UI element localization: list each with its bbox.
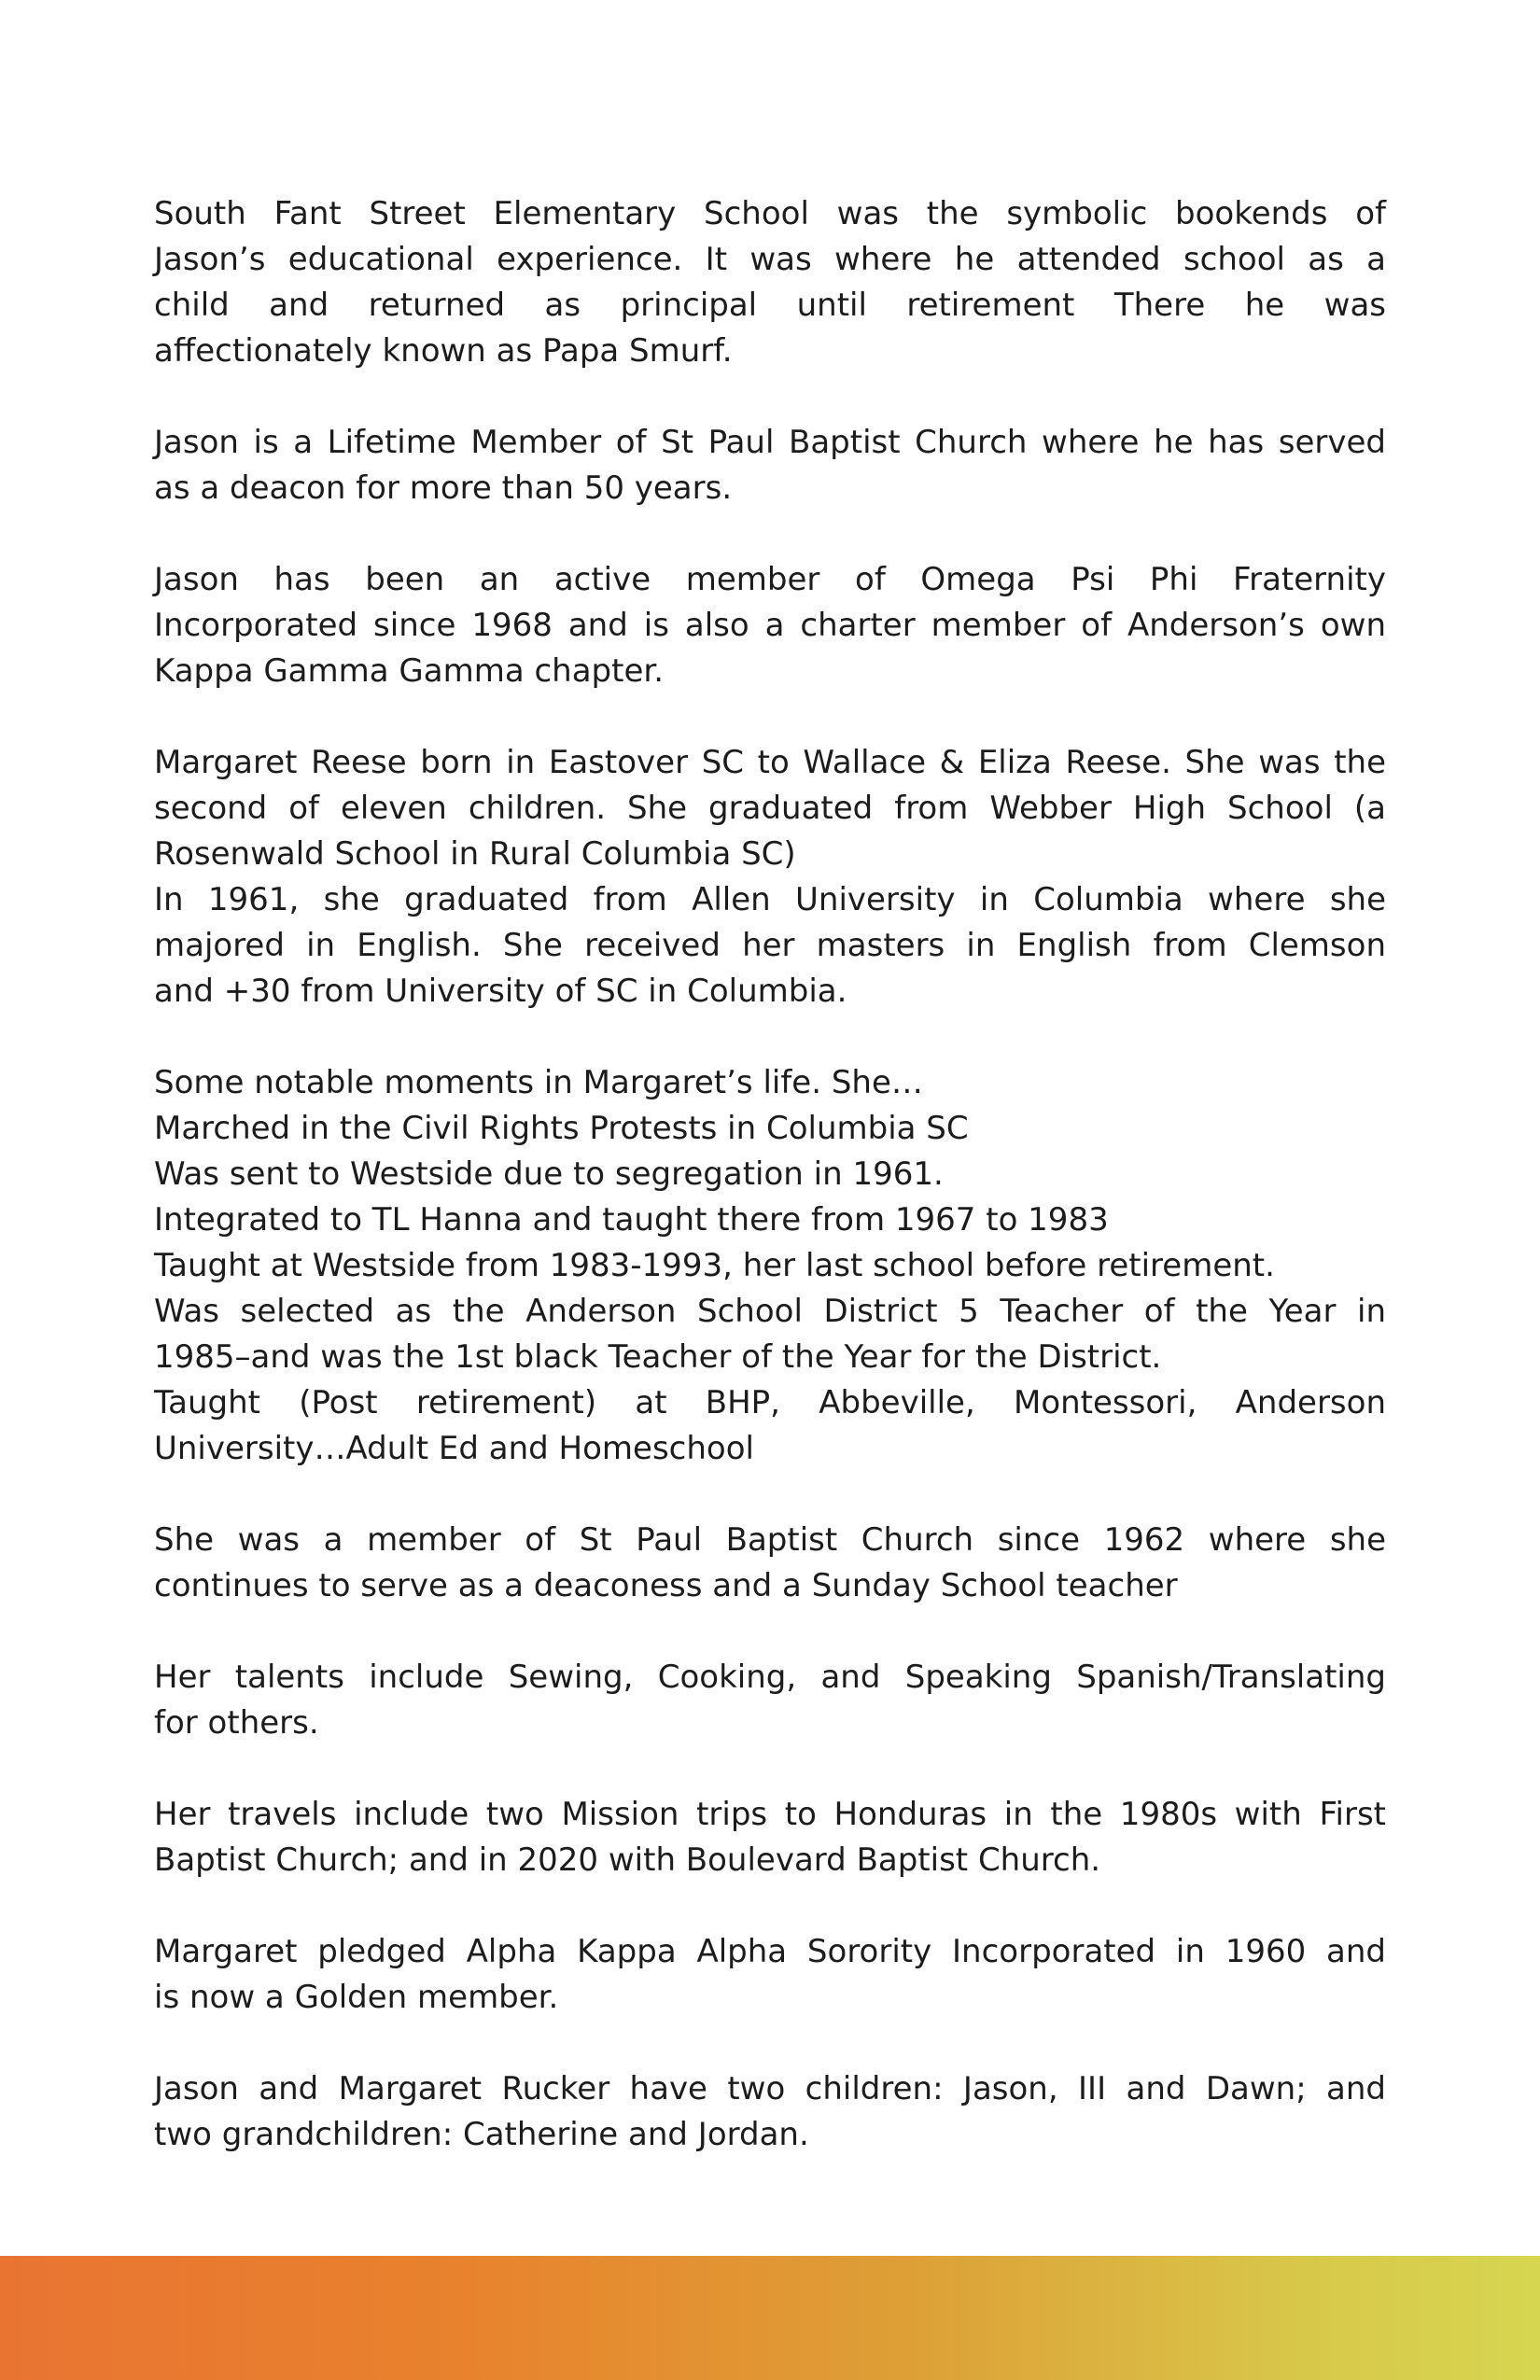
text-line: for others. <box>154 1704 319 1742</box>
text-line: affectionately known as Papa Smurf. <box>154 332 733 370</box>
text-line: Baptist Church; and in 2020 with Boulevard Baptist Church. <box>154 1841 1101 1879</box>
paragraph-lifetime-member <box>154 420 1386 511</box>
text-line: Jason and Margaret Rucker have two children: Jason, III and Dawn; and <box>154 2070 1386 2107</box>
text-line: Margaret Reese born in Eastover SC to Wallace & Eliza Reese. She was the <box>154 744 1386 781</box>
paragraph-family <box>154 2066 1386 2158</box>
text-line: Her travels include two Mission trips to Honduras in the 1980s with First <box>154 1796 1386 1833</box>
text-line: two grandchildren: Catherine and Jordan. <box>154 2116 809 2153</box>
text-line: South Fant Street Elementary School was the symbolic bookends of <box>154 195 1386 232</box>
text-line: Marched in the Civil Rights Protests in Columbia SC <box>154 1110 969 1147</box>
text-line: as a deacon for more than 50 years. <box>154 469 733 507</box>
paragraph-allen-university <box>154 877 1386 1015</box>
paragraph-notable-moments <box>154 1060 1386 1472</box>
footer-gradient-bar <box>0 2256 1540 2380</box>
text-line: Kappa Gamma Gamma chapter. <box>154 652 665 690</box>
text-line: second of eleven children. She graduated from Webber High School (a <box>154 790 1386 827</box>
text-line: Jason’s educational experience. It was where he attended school as a <box>154 241 1386 278</box>
text-line: Taught (Post retirement) at BHP, Abbeville, Montessori, Anderson <box>154 1384 1386 1421</box>
paragraph-south-fant-school <box>154 191 1386 374</box>
text-line: Margaret pledged Alpha Kappa Alpha Sorority Incorporated in 1960 and <box>154 1933 1386 1970</box>
text-line: continues to serve as a deaconess and a Sunday School teacher <box>154 1567 1178 1604</box>
text-line: In 1961, she graduated from Allen University in Columbia where she <box>154 881 1386 918</box>
paragraph-talents <box>154 1655 1386 1746</box>
text-line: Rosenwald School in Rural Columbia SC) <box>154 835 796 873</box>
text-line: child and returned as principal until retirement There he was <box>154 287 1386 324</box>
text-line: is now a Golden member. <box>154 1979 559 2016</box>
text-line: Taught at Westside from 1983-1993, her last school before retirement. <box>154 1247 1275 1284</box>
paragraph-church-member <box>154 1518 1386 1609</box>
text-line: Was sent to Westside due to segregation in 1961. <box>154 1155 944 1193</box>
paragraph-omega-psi-phi <box>154 557 1386 694</box>
text-line: and +30 from University of SC in Columbia. <box>154 973 847 1010</box>
text-line: Some notable moments in Margaret’s life. She… <box>154 1064 923 1101</box>
paragraph-sorority <box>154 1929 1386 2021</box>
paragraph-travels <box>154 1792 1386 1883</box>
text-line: Incorporated since 1968 and is also a charter member of Anderson’s own <box>154 607 1386 644</box>
text-line: Jason has been an active member of Omega Psi Phi Fraternity <box>154 561 1386 598</box>
text-line: She was a member of St Paul Baptist Church since 1962 where she <box>154 1521 1386 1559</box>
paragraph-margaret-birth <box>154 740 1386 877</box>
text-line: Integrated to TL Hanna and taught there from 1967 to 1983 <box>154 1201 1109 1239</box>
text-line: 1985–and was the 1st black Teacher of the Year for the District. <box>154 1338 1162 1376</box>
text-line: majored in English. She received her masters in English from Clemson <box>154 927 1386 964</box>
text-line: Jason is a Lifetime Member of St Paul Baptist Church where he has served <box>154 424 1386 461</box>
text-line: University…Adult Ed and Homeschool <box>154 1430 754 1467</box>
text-line: Her talents include Sewing, Cooking, and Speaking Spanish/Translating <box>154 1659 1386 1696</box>
text-line: Was selected as the Anderson School District 5 Teacher of the Year in <box>154 1293 1386 1330</box>
biography-text <box>154 191 1386 2204</box>
